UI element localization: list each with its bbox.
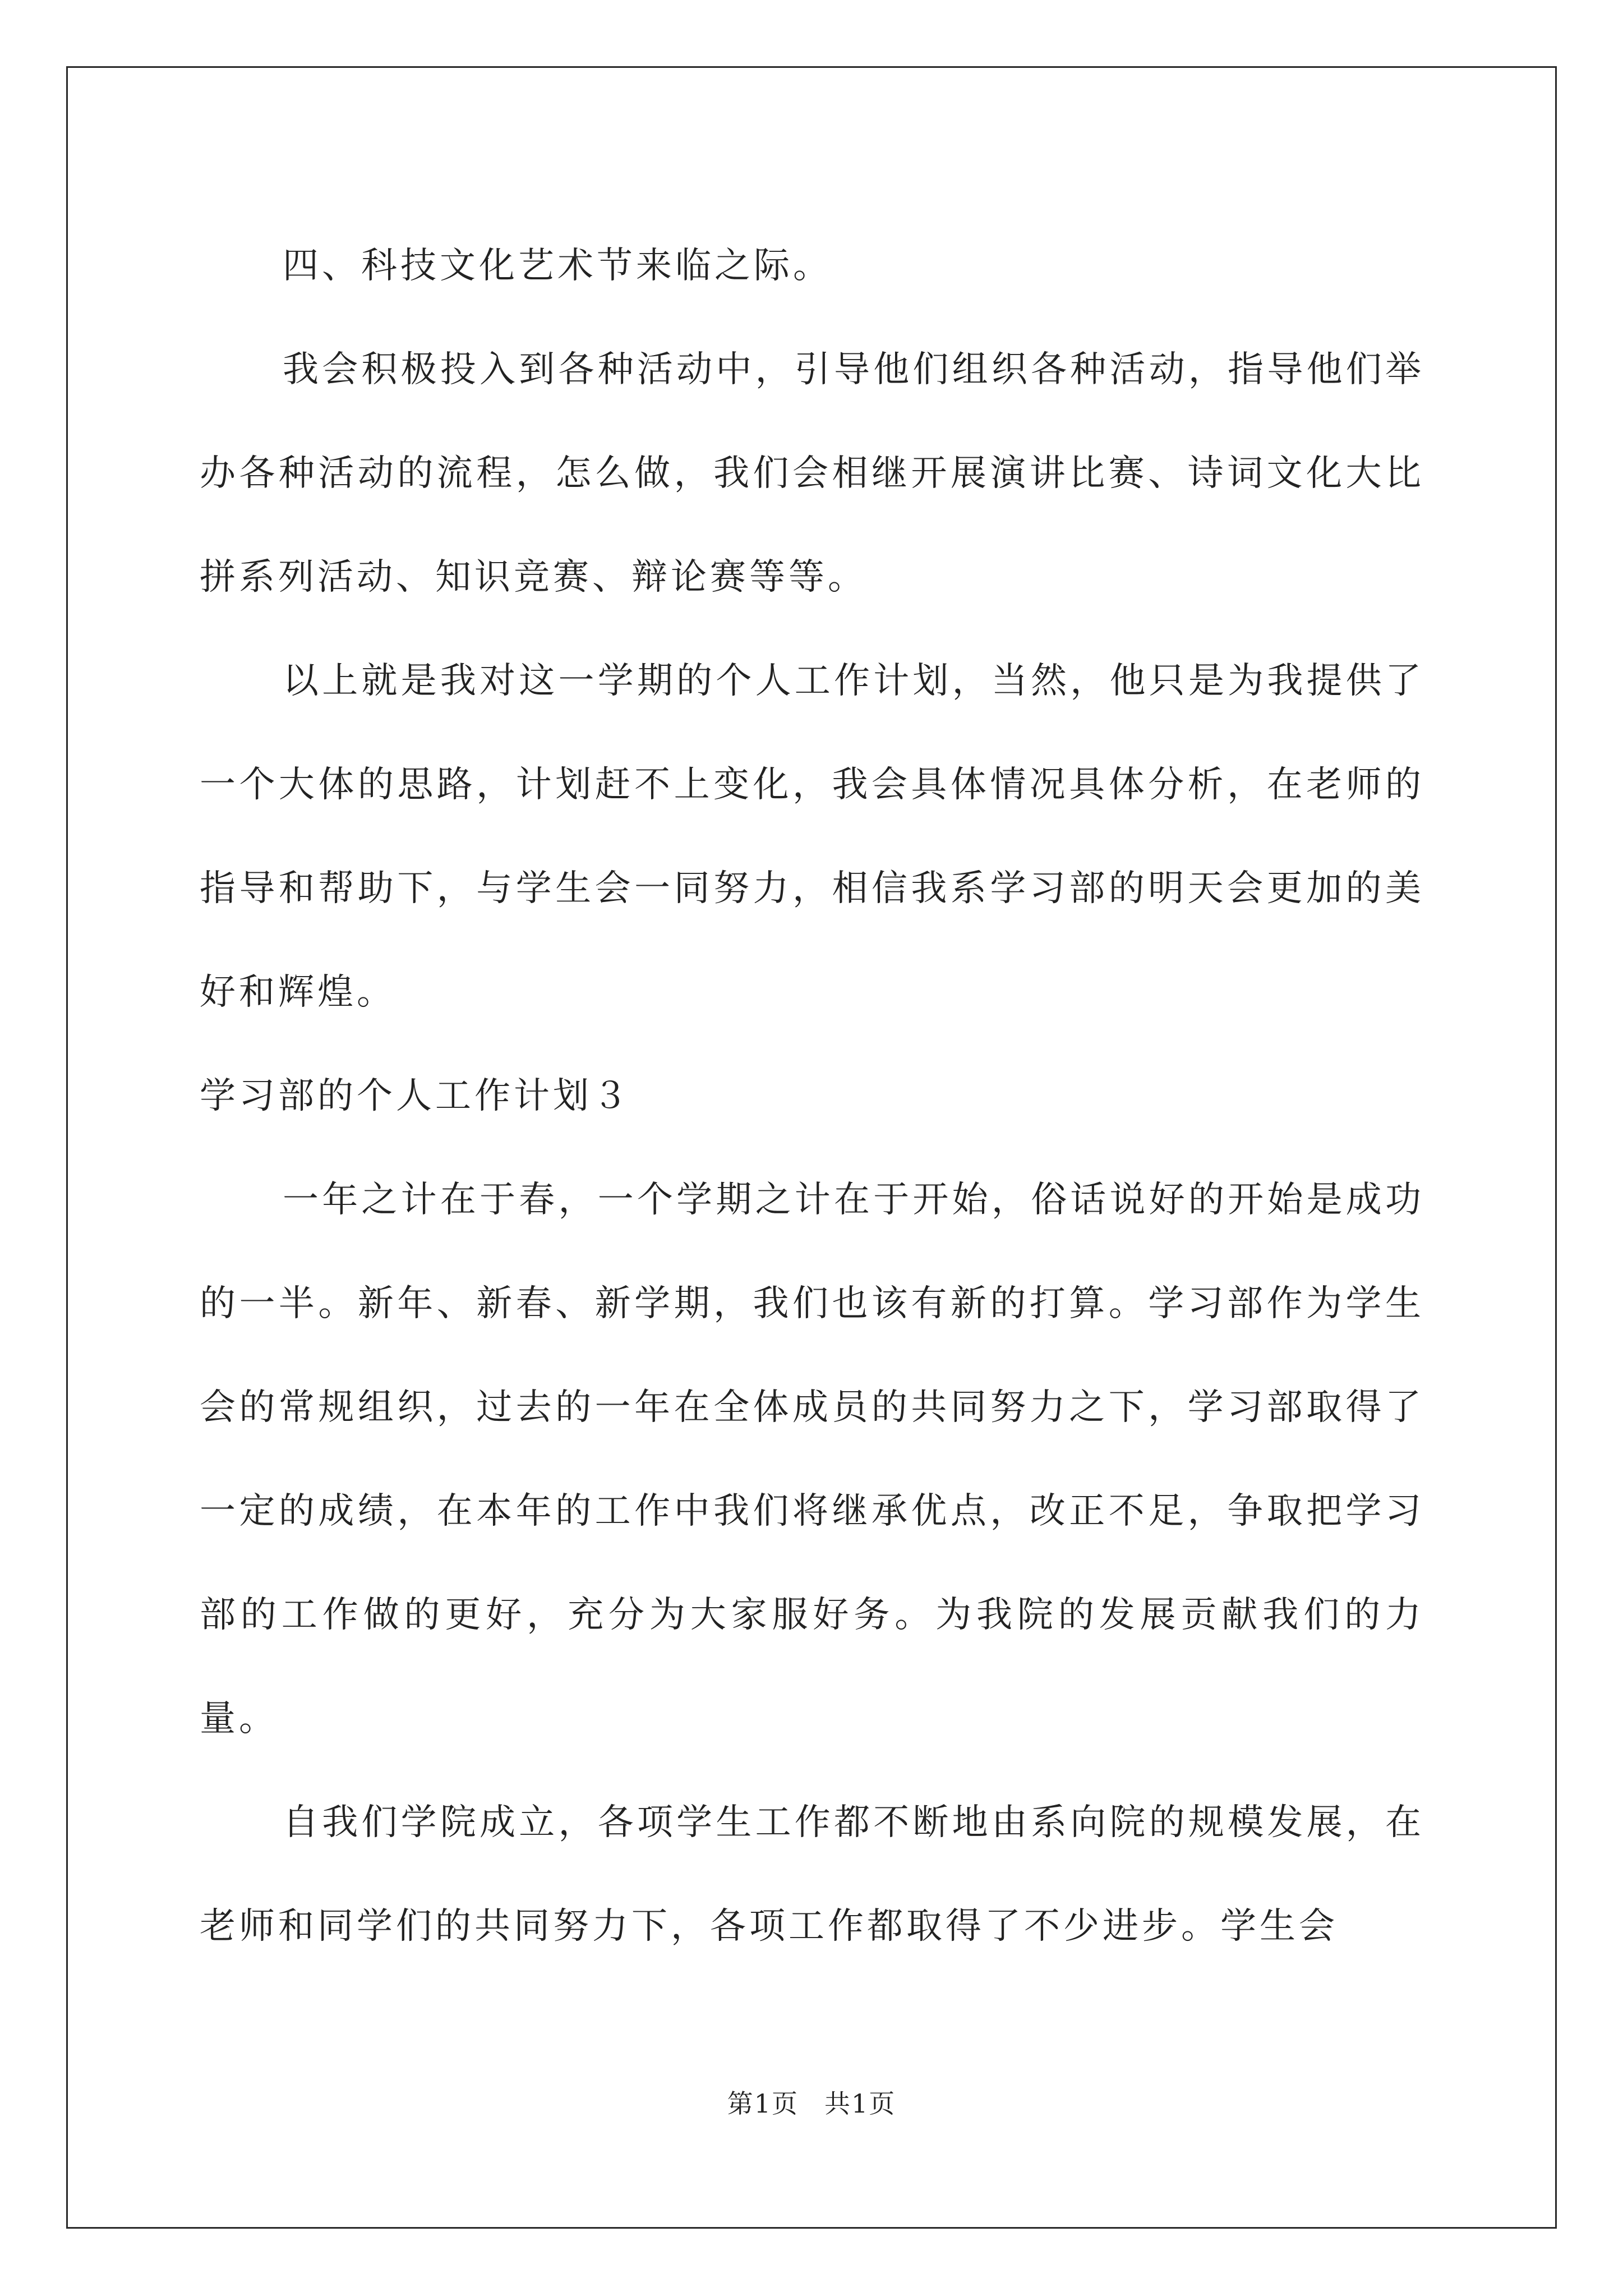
paragraph-2: 我会积极投入到各种活动中，引导他们组织各种活动，指导他们举办各种活动的流程，怎么做，我们会相继开展演讲比赛、诗词文化大比拼系列活动、知识竞赛、辩论赛等等。 xyxy=(200,349,1424,598)
page-total: 共1页 xyxy=(824,2088,896,2119)
paragraph-1: 四、科技文化艺术节来临之际。 xyxy=(283,245,832,287)
page-number: 第1页 xyxy=(727,2088,799,2119)
paragraph-3: 以上就是我对这一学期的个人工作计划，当然，他只是为我提供了一个大体的思路，计划赶不上变化，我会具体情况具体分析，在老师的指导和帮助下，与学生会一同努力，相信我系学习部的明天会更加的美好和辉煌。 xyxy=(200,660,1424,1013)
paragraph-4: 一年之计在于春，一个学期之计在于开始，俗话说好的开始是成功的一半。新年、新春、新学期，我们也该有新的打算。学习部作为学生会的常规组织，过去的一年在全体成员的共同努力之下，学习部取得了一定的成绩，在本年的工作中我们将继承优点，改正不足，争取把学习部的工作做的更好，充分为大家服好务。为我院的发展贡献我们的力量。 xyxy=(200,1179,1424,1740)
page-footer xyxy=(0,2087,1623,2120)
section-heading: 学习部的个人工作计划３ xyxy=(200,1075,631,1117)
paragraph-5: 自我们学院成立，各项学生工作都不断地由系向院的规模发展，在老师和同学们的共同努力下，各项工作都取得了不少进步。学生会 xyxy=(200,1802,1424,1947)
document-body xyxy=(200,214,1424,1978)
